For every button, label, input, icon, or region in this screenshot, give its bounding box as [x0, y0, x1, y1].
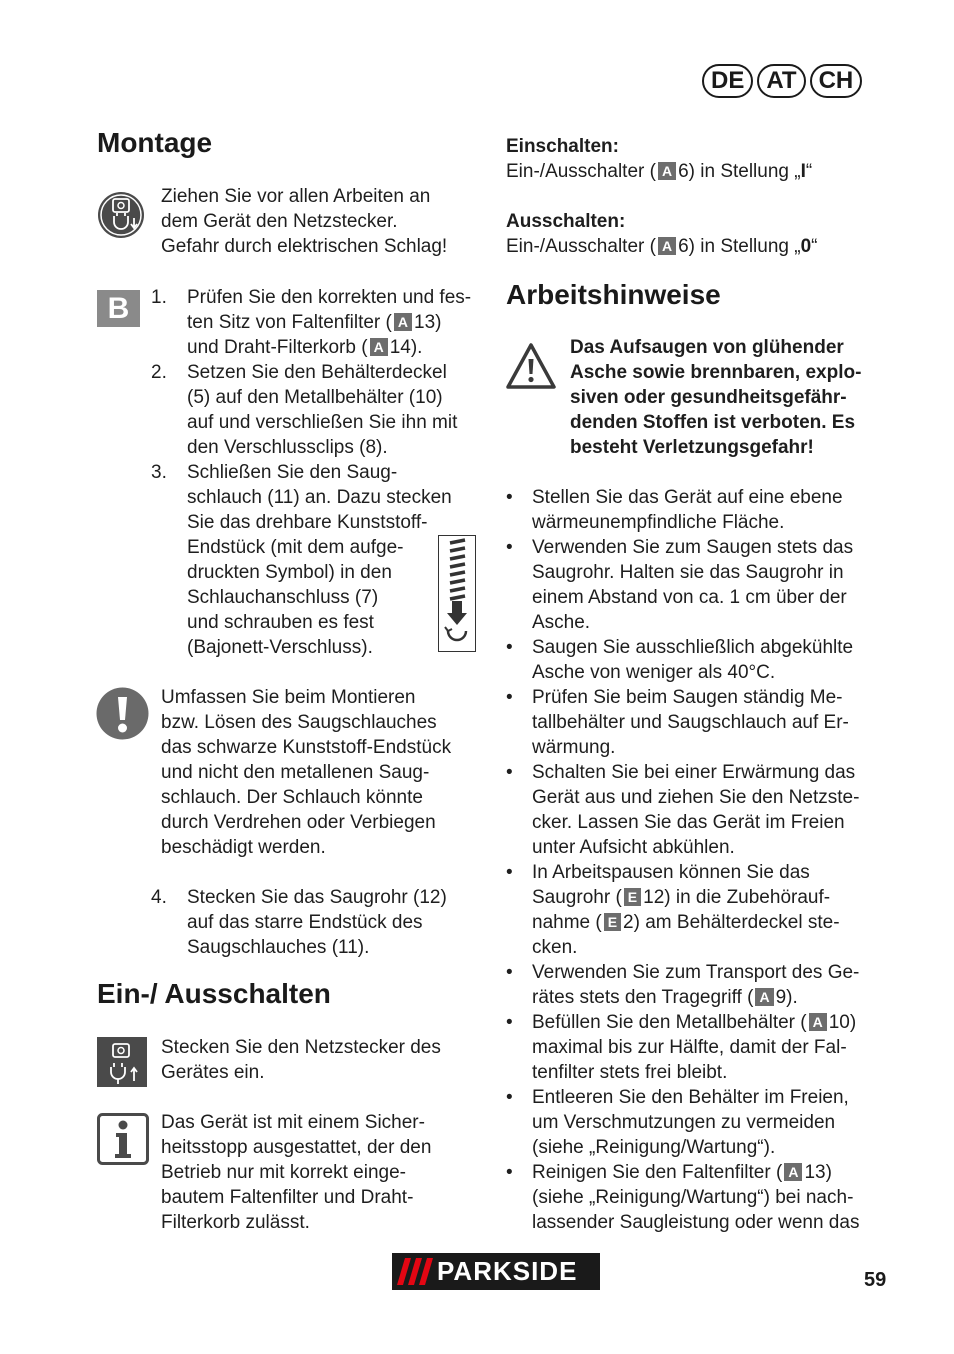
step-2: 2. Setzen Sie den Behälterdeckel (5) auf den Metallbehälter (10) auf und verschließen Sie ihn mit den Verschlussclips (8). — [151, 362, 458, 458]
brand-name: PARKSIDE — [437, 1256, 578, 1286]
plug-in-icon — [97, 1037, 147, 1087]
step-1: 1. Prüfen Sie den korrekten und fes- ten Sitz von Faltenfilter ( A 13) und Draht-Filterkorb ( A 14). — [151, 287, 472, 358]
step-4: 4. Stecken Sie das Saugrohr (12) auf das starre Endstück des Saugschlauches (11). — [151, 887, 447, 958]
country-at: AT — [757, 64, 805, 98]
work-warning: Das Aufsaugen von glühender Asche sowie brennbaren, explo- siven oder gesundheitsgefähr- denden Stoffen ist verboten. Es besteht Verletzungsgefahr! — [570, 337, 862, 458]
plug-out-icon — [96, 190, 146, 240]
switch-heading: Ein-/ Ausschalten — [97, 978, 331, 1009]
plug-out-note: Ziehen Sie vor allen Arbeiten an dem Gerät den Netzstecker. Gefahr durch elektrischen Schlag! — [161, 186, 448, 257]
switch-on-off — [506, 134, 896, 259]
list-item: • Befüllen Sie den Metallbehälter ( A 10) maximal bis zur Hälfte, damit der Fal- tenfilter stets frei bleibt. — [506, 1012, 857, 1083]
page-number: 59 — [864, 1269, 887, 1291]
list-item: • Schalten Sie bei einer Erwärmung das Gerät aus und ziehen Sie den Netzste- cker. Lassen Sie das Gerät im Freien unter Aufsicht abkühlen. — [506, 762, 860, 858]
figure-e-ref: E — [624, 888, 641, 906]
list-item: • Stellen Sie das Gerät auf eine ebene wärmeunempfindliche Fläche. — [506, 487, 843, 533]
warning-note: Umfassen Sie beim Montieren bzw. Lösen des Saugschlauches das schwarze Kunststoff-Endstück und nicht den metallenen Saug- schlauch. Der Schlauch könnte durch Verdrehen oder Verbiegen beschädigt werden. — [161, 687, 452, 858]
list-item: • Verwenden Sie zum Saugen stets das Saugrohr. Halten sie das Saugrohr in einem Abstand von ca. 1 cm über der Asche. — [506, 537, 854, 633]
work-instructions — [506, 485, 906, 1235]
country-de: DE — [702, 64, 753, 98]
warning-triangle-icon — [505, 342, 557, 390]
list-item: • Saugen Sie ausschließlich abgekühlte Asche von weniger als 40°C. — [506, 637, 854, 683]
assembly-steps — [151, 285, 486, 660]
info-note: Das Gerät ist mit einem Sicher- heitsstopp ausgestattet, der den Betrieb nur mit korrekt einge- bautem Faltenfilter und Draht- Filterkorb zulässt. — [161, 1112, 432, 1233]
figure-a-ref: A — [370, 338, 388, 356]
montage-heading: Montage — [97, 127, 213, 158]
list-item: • Prüfen Sie beim Saugen ständig Me- tallbehälter und Saugschlauch auf Er- wärmung. — [506, 687, 849, 758]
step-3: 3. Schließen Sie den Saug- schlauch (11) an. Dazu stecken Sie das drehbare Kunststoff- Endstück (mit dem aufge- druckten Symbol) in den Schlauchanschluss (7) und schrauben es fest (Bajonett-Verschluss). — [151, 462, 452, 658]
country-badges — [698, 64, 862, 98]
list-item: • Verwenden Sie zum Transport des Ge- rätes stets den Tragegriff ( A 9). — [506, 962, 860, 1008]
work-heading: Arbeitshinweise — [506, 279, 721, 310]
list-item: • In Arbeitspausen können Sie das Saugrohr ( E 12) in die Zubehörauf- nahme ( E 2) am Behälterdeckel ste- cken. — [506, 862, 840, 958]
list-item: • Reinigen Sie den Faltenfilter ( A 13) (siehe „Reinigung/Wartung“) bei nach- lassender Saugleistung oder wenn das — [506, 1162, 860, 1233]
assembly-step-4 — [151, 885, 486, 960]
figure-a-ref: A — [784, 1163, 802, 1181]
switch-on-label: Einschalten: — [506, 136, 619, 157]
figure-a-ref: A — [809, 1013, 827, 1031]
figure-e-ref: E — [604, 913, 621, 931]
country-ch: CH — [810, 64, 863, 98]
figure-a-ref: A — [658, 162, 676, 180]
figure-b-marker: B — [97, 290, 140, 327]
list-item: • Entleeren Sie den Behälter im Freien, um Verschmutzungen zu vermeiden (siehe „Reinigung/Wartung“). — [506, 1087, 849, 1158]
parkside-logo — [392, 1253, 600, 1290]
info-icon — [97, 1113, 149, 1165]
switch-off-label: Ausschalten: — [506, 211, 626, 232]
figure-a-ref: A — [394, 313, 412, 331]
hose-end-symbol-icon — [438, 535, 476, 652]
switch-off-text: Ein-/Ausschalter ( A 6) in Stellung „0“ — [506, 236, 818, 257]
logo-stripes-icon — [397, 1258, 437, 1285]
switch-on-text: Ein-/Ausschalter ( A 6) in Stellung „I“ — [506, 161, 813, 182]
exclamation-icon — [96, 687, 149, 740]
plug-in-note: Stecken Sie den Netzstecker des Gerätes ein. — [161, 1037, 441, 1083]
figure-a-ref: A — [755, 988, 773, 1006]
figure-a-ref: A — [658, 237, 676, 255]
